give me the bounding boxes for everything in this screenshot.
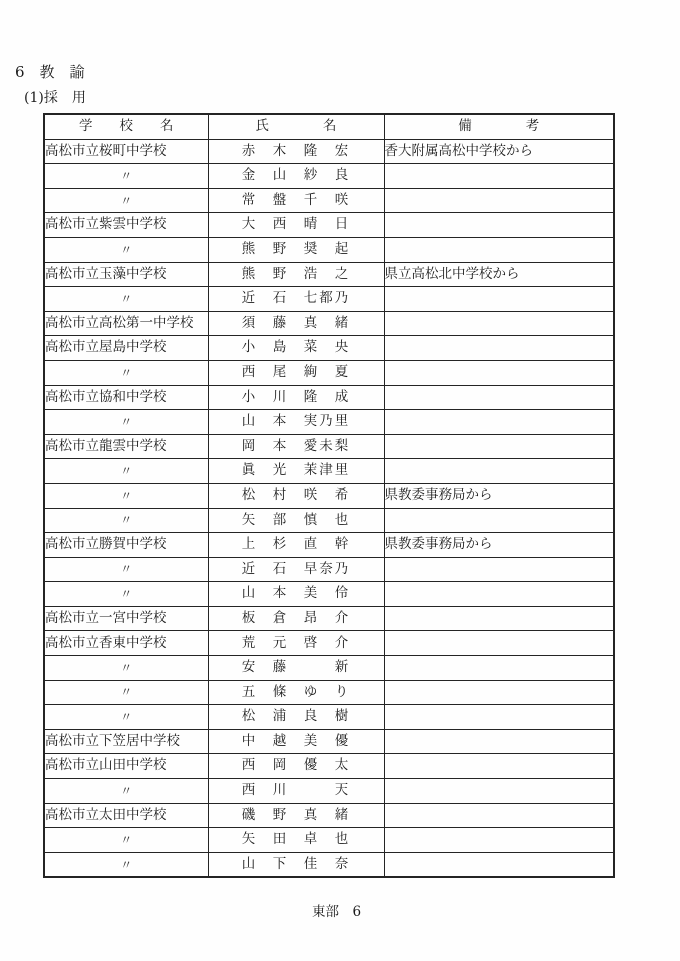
school-cell: 高松市立下笠居中学校 bbox=[44, 729, 208, 754]
table-row bbox=[44, 705, 614, 730]
school-ditto-cell: 〃 bbox=[44, 582, 208, 607]
header-row bbox=[44, 114, 614, 139]
school-ditto-cell: 〃 bbox=[44, 287, 208, 312]
school-cell: 高松市立太田中学校 bbox=[44, 803, 208, 828]
col-header-note: 備 考 bbox=[384, 114, 614, 139]
col-header-school: 学 校 名 bbox=[44, 114, 208, 139]
name-cell: 山 下 佳 奈 bbox=[208, 852, 384, 877]
name-cell: 大 西 晴 日 bbox=[208, 213, 384, 238]
col-header-name: 氏 名 bbox=[208, 114, 384, 139]
school-ditto-cell: 〃 bbox=[44, 459, 208, 484]
school-cell: 高松市立玉藻中学校 bbox=[44, 262, 208, 287]
name-cell: 熊 野 浩 之 bbox=[208, 262, 384, 287]
table-row bbox=[44, 262, 614, 287]
note-cell bbox=[384, 852, 614, 877]
name-cell: 山 本 実乃里 bbox=[208, 410, 384, 435]
note-cell: 県教委事務局から bbox=[384, 483, 614, 508]
table-row bbox=[44, 803, 614, 828]
name-cell: 松 村 咲 希 bbox=[208, 483, 384, 508]
note-cell bbox=[384, 680, 614, 705]
note-cell: 香大附属高松中学校から bbox=[384, 139, 614, 164]
name-cell: 常 盤 千 咲 bbox=[208, 188, 384, 213]
table-row bbox=[44, 533, 614, 558]
note-cell bbox=[384, 508, 614, 533]
name-cell: 矢 部 慎 也 bbox=[208, 508, 384, 533]
school-ditto-cell: 〃 bbox=[44, 779, 208, 804]
note-cell bbox=[384, 729, 614, 754]
table-row bbox=[44, 459, 614, 484]
note-cell bbox=[384, 164, 614, 189]
table-row bbox=[44, 680, 614, 705]
table-row bbox=[44, 656, 614, 681]
table-row bbox=[44, 729, 614, 754]
table-row bbox=[44, 188, 614, 213]
name-cell: 岡 本 愛未梨 bbox=[208, 434, 384, 459]
note-cell bbox=[384, 754, 614, 779]
note-cell bbox=[384, 631, 614, 656]
note-cell bbox=[384, 779, 614, 804]
name-cell: 矢 田 卓 也 bbox=[208, 828, 384, 853]
school-ditto-cell: 〃 bbox=[44, 164, 208, 189]
name-cell: 小 川 隆 成 bbox=[208, 385, 384, 410]
table-row bbox=[44, 410, 614, 435]
name-cell: 磯 野 真 緒 bbox=[208, 803, 384, 828]
school-ditto-cell: 〃 bbox=[44, 656, 208, 681]
note-cell bbox=[384, 360, 614, 385]
table-row bbox=[44, 139, 614, 164]
school-ditto-cell: 〃 bbox=[44, 410, 208, 435]
school-ditto-cell: 〃 bbox=[44, 237, 208, 262]
name-cell: 赤 木 隆 宏 bbox=[208, 139, 384, 164]
name-cell: 上 杉 直 幹 bbox=[208, 533, 384, 558]
school-ditto-cell: 〃 bbox=[44, 188, 208, 213]
name-cell: 小 島 菜 央 bbox=[208, 336, 384, 361]
note-cell bbox=[384, 459, 614, 484]
name-cell: 板 倉 昂 介 bbox=[208, 606, 384, 631]
school-cell: 高松市立勝賀中学校 bbox=[44, 533, 208, 558]
school-cell: 高松市立一宮中学校 bbox=[44, 606, 208, 631]
school-ditto-cell: 〃 bbox=[44, 360, 208, 385]
name-cell: 中 越 美 優 bbox=[208, 729, 384, 754]
name-cell: 西 川 天 bbox=[208, 779, 384, 804]
table-row bbox=[44, 213, 614, 238]
note-cell bbox=[384, 237, 614, 262]
school-ditto-cell: 〃 bbox=[44, 680, 208, 705]
note-cell bbox=[384, 656, 614, 681]
note-cell bbox=[384, 705, 614, 730]
note-cell: 県立高松北中学校から bbox=[384, 262, 614, 287]
table-row bbox=[44, 336, 614, 361]
note-cell bbox=[384, 828, 614, 853]
page-footer: 東部 6 bbox=[312, 904, 362, 920]
table-row bbox=[44, 779, 614, 804]
name-cell: 西 尾 絢 夏 bbox=[208, 360, 384, 385]
school-cell: 高松市立高松第一中学校 bbox=[44, 311, 208, 336]
school-cell: 高松市立屋島中学校 bbox=[44, 336, 208, 361]
note-cell bbox=[384, 213, 614, 238]
table-row bbox=[44, 557, 614, 582]
school-cell: 高松市立協和中学校 bbox=[44, 385, 208, 410]
table-row bbox=[44, 828, 614, 853]
table-row bbox=[44, 385, 614, 410]
note-cell bbox=[384, 336, 614, 361]
name-cell: 松 浦 良 樹 bbox=[208, 705, 384, 730]
name-cell: 眞 光 茉津里 bbox=[208, 459, 384, 484]
note-cell bbox=[384, 188, 614, 213]
table-row bbox=[44, 434, 614, 459]
appointments-table bbox=[43, 113, 615, 878]
school-ditto-cell: 〃 bbox=[44, 828, 208, 853]
school-cell: 高松市立山田中学校 bbox=[44, 754, 208, 779]
table-row bbox=[44, 852, 614, 877]
note-cell: 県教委事務局から bbox=[384, 533, 614, 558]
school-cell: 高松市立龍雲中学校 bbox=[44, 434, 208, 459]
name-cell: 近 石 早奈乃 bbox=[208, 557, 384, 582]
note-cell bbox=[384, 287, 614, 312]
note-cell bbox=[384, 803, 614, 828]
note-cell bbox=[384, 434, 614, 459]
note-cell bbox=[384, 311, 614, 336]
table-row bbox=[44, 287, 614, 312]
table-row bbox=[44, 164, 614, 189]
school-ditto-cell: 〃 bbox=[44, 852, 208, 877]
school-ditto-cell: 〃 bbox=[44, 557, 208, 582]
name-cell: 安 藤 新 bbox=[208, 656, 384, 681]
table-row bbox=[44, 360, 614, 385]
table-row bbox=[44, 237, 614, 262]
table-row bbox=[44, 483, 614, 508]
note-cell bbox=[384, 606, 614, 631]
name-cell: 熊 野 奨 起 bbox=[208, 237, 384, 262]
subsection-title: (1)採 用 bbox=[24, 90, 86, 106]
note-cell bbox=[384, 410, 614, 435]
name-cell: 近 石 七都乃 bbox=[208, 287, 384, 312]
school-cell: 高松市立紫雲中学校 bbox=[44, 213, 208, 238]
note-cell bbox=[384, 557, 614, 582]
note-cell bbox=[384, 582, 614, 607]
table-header bbox=[44, 114, 614, 139]
table-row bbox=[44, 606, 614, 631]
name-cell: 荒 元 啓 介 bbox=[208, 631, 384, 656]
table-row bbox=[44, 631, 614, 656]
school-cell: 高松市立桜町中学校 bbox=[44, 139, 208, 164]
name-cell: 金 山 紗 良 bbox=[208, 164, 384, 189]
name-cell: 五 條 ゆ り bbox=[208, 680, 384, 705]
name-cell: 西 岡 優 太 bbox=[208, 754, 384, 779]
school-cell: 高松市立香東中学校 bbox=[44, 631, 208, 656]
name-cell: 須 藤 真 緒 bbox=[208, 311, 384, 336]
school-ditto-cell: 〃 bbox=[44, 508, 208, 533]
table-row bbox=[44, 582, 614, 607]
table-row bbox=[44, 754, 614, 779]
name-cell: 山 本 美 伶 bbox=[208, 582, 384, 607]
note-cell bbox=[384, 385, 614, 410]
table-body bbox=[44, 139, 614, 877]
table-row bbox=[44, 508, 614, 533]
section-title: 6 教 諭 bbox=[15, 63, 85, 81]
school-ditto-cell: 〃 bbox=[44, 705, 208, 730]
table-row bbox=[44, 311, 614, 336]
school-ditto-cell: 〃 bbox=[44, 483, 208, 508]
